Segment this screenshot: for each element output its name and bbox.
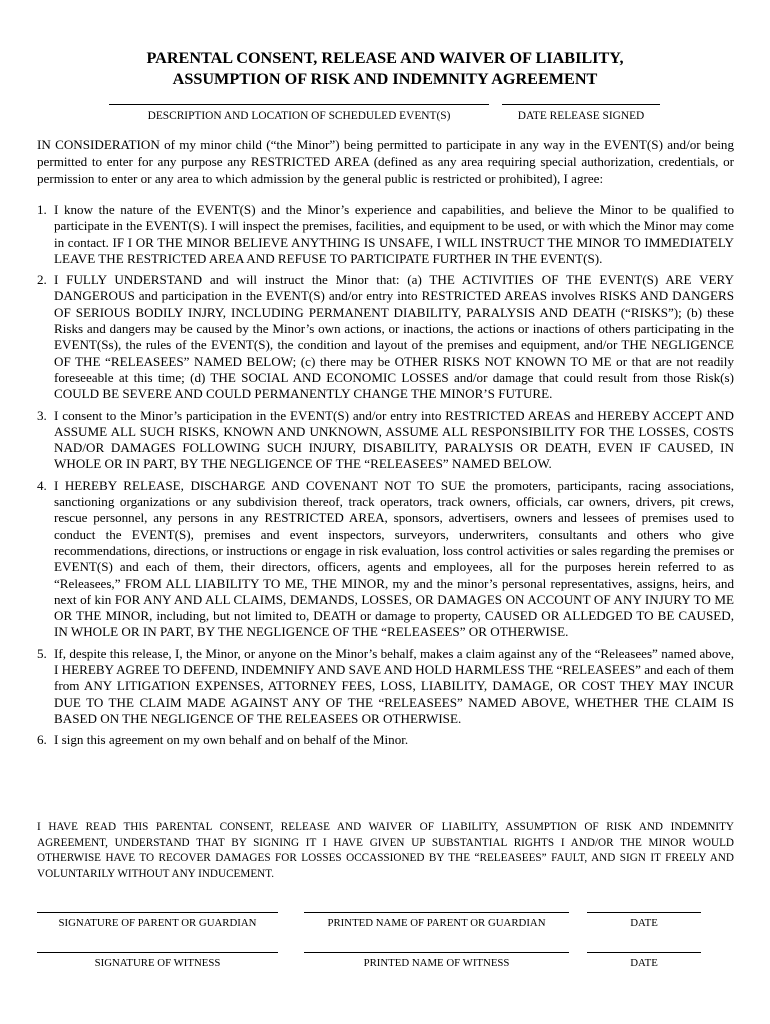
title-line-2: ASSUMPTION OF RISK AND INDEMNITY AGREEMENT <box>172 70 598 88</box>
witness-date-label: DATE <box>630 957 658 969</box>
parent-date-label: DATE <box>630 917 658 929</box>
clause-text: I HEREBY RELEASE, DISCHARGE AND COVENANT NOT TO SUE the promoters, participants, racing associations, sanctioning organizations or any subdivision thereof, track operators, track owners, officials, car owners, drivers, pit crews, rescue personnel, any persons in any RESTRICTED AREA, sponsors, advertisers, owners and lessees of premises used to conduct the EVENT(S), premises and event inspectors, surveyors, underwriters, consultants and others who give recommendations, directions, or instructions or engage in risk evaluation, loss control activities or sales regarding the premises or EVENT(S) and each of them, their directors, officers, agents and employees, all for the purposes herein referred to as “Releasees,” FROM ALL LIABILITY TO ME, THE MINOR, my and the minor’s personal representatives, assigns, heirs, and next of kin FOR ANY AND ALL CLAIMS, DEMANDS, LOSSES, OR DAMAGES ON ACCOUNT OF ANY INJURY TO ME OR THE MINOR, including, but not limited to, DEATH or damage to property, CAUSED OR ALLEDGED TO BE CAUSED, IN WHOLE OR IN PART, BY THE NEGLIGENCE OF THE “RELEASEES” OR OTHERWISE. <box>54 477 734 640</box>
date-release-signed-label: DATE RELEASE SIGNED <box>517 110 645 122</box>
witness-printed-name-label: PRINTED NAME OF WITNESS <box>363 957 510 969</box>
clause-number: 2. <box>37 272 47 288</box>
clause-6 <box>37 732 734 748</box>
witness-printed-name-field[interactable] <box>304 952 569 953</box>
parent-date-field[interactable] <box>587 912 701 913</box>
clause-number: 1. <box>37 202 47 217</box>
clause-text: I know the nature of the EVENT(S) and the Minor’s experience and capabilities, and believe the Minor to be qualified to participate in the EVENT(S). I will inspect the premises, facilities, and equipment to be used, or with which the Minor may come in contact. IF I OR THE MINOR BELIEVE ANYTHING IS UNSAFE, I WILL INSTRUCT THE MINOR TO IMMEDIATELY LEAVE THE RESTRICTED AREA AND REFUSE TO PARTICIPATE FURTHER IN THE EVENT(S). <box>54 202 734 266</box>
clause-2 <box>37 272 734 402</box>
parent-printed-name-label: PRINTED NAME OF PARENT OR GUARDIAN <box>327 917 546 929</box>
clause-1 <box>37 202 734 267</box>
parent-signature-label: SIGNATURE OF PARENT OR GUARDIAN <box>58 917 257 929</box>
clause-text: I FULLY UNDERSTAND and will instruct the Minor that: (a) THE ACTIVITIES OF THE EVENT(S) ARE VERY DANGEROUS and participation in the EVENT(S) and/or entry into RESTRICTED AREAS involves RISKS AND DANGERS OF SERIOUS BODILY INJRY, INCLUDING PERMANENT DIABILITY, PARALYSIS AND DEATH (“RISKS”); (b) these Risks and dangers may be caused by the Minor’s own actions, or inactions, the actions or inactions of others participating in the EVENT(Ss), the rules of the EVENT(S), the condition and layout of the premises and equipment, and/or THE NEGLIGENCE OF THE “RELEASEES” NAMED BELOW; (c) there may be OTHER RISKS NOT KNOWN TO ME or that are not readily foreseeable at this time; (d) THE SOCIAL AND ECONOMIC LOSSES and/or damage that could result from those Risk(s) COULD BE SEVERE AND COULD PERMANENTLY CHANGE THE MINOR’S FUTURE. <box>54 272 734 402</box>
clause-3 <box>37 408 734 473</box>
witness-signature-field[interactable] <box>37 952 278 953</box>
agreement-clauses <box>37 202 734 754</box>
clause-5 <box>37 646 734 727</box>
document-title <box>40 48 730 90</box>
clause-4 <box>37 478 734 641</box>
clause-text: I consent to the Minor’s participation in the EVENT(S) and/or entry into RESTRICTED AREAS and HEREBY ACCEPT AND ASSUME ALL SUCH RISKS, KNOWN AND UNKNOWN, ASSUME ALL RESPONSIBILITY FOR THE LOSSES, COSTS NAD/OR DAMAGES FOLLOWING SUCH INJURY, DISABILITY, PARALYSIS OR DEATH, EVEN IF CAUSED, IN WHOLE OR IN PART, BY THE NEGLIGENCE OF THE “RELEASEES” NAMED BELOW. <box>54 407 734 472</box>
event-description-label: DESCRIPTION AND LOCATION OF SCHEDULED EVENT(S) <box>147 110 451 122</box>
witness-date-field[interactable] <box>587 952 701 953</box>
parent-printed-name-field[interactable] <box>304 912 569 913</box>
date-release-signed-field[interactable] <box>502 104 660 105</box>
event-description-field[interactable] <box>109 104 489 105</box>
acknowledgement-paragraph: I HAVE READ THIS PARENTAL CONSENT, RELEASE AND WAIVER OF LIABILITY, ASSUMPTION OF RISK AND INDEMNITY AGREEMENT, UNDERSTAND THAT BY SIGNING IT I HAVE GIVEN UP SUBSTANTIAL RIGHTS I AND/OR THE MINOR WOULD OTHERWISE HAVE TO RECOVER DAMAGES FOR LOSSES OCCASSIONED BY THE “RELEASEES” FAULT, AND SIGN IT FREELY AND VOLUNTARILY WITHOUT ANY INDUCEMENT. <box>37 821 734 880</box>
clause-number: 3. <box>37 407 47 423</box>
clause-number: 4. <box>37 477 47 493</box>
clause-text: If, despite this release, I, the Minor, or anyone on the Minor’s behalf, makes a claim against any of the “Releasees” named above, I HEREBY AGREE TO DEFEND, INDEMNIFY AND SAVE AND HOLD HARMLESS THE “RELEASEES” and each of them from ANY LITIGATION EXPENSES, ATTORNEY FEES, LOSS, LIABILITY, DAMAGE, OR COST THEY MAY INCUR DUE TO THE CLAIM MADE AGAINST ANY OF THE “RELEASEES” NAMED ABOVE, WHETHER THE CLAIM IS BASED ON THE NEGLIGENCE OF THE RELEASEES OR OTHERWISE. <box>54 645 734 726</box>
title-line-1: PARENTAL CONSENT, RELEASE AND WAIVER OF LIABILITY, <box>146 49 624 67</box>
clause-number: 6. <box>37 732 47 748</box>
parent-signature-field[interactable] <box>37 912 278 913</box>
clause-text: I sign this agreement on my own behalf and on behalf of the Minor. <box>54 732 409 748</box>
clause-number: 5. <box>37 645 47 661</box>
witness-signature-label: SIGNATURE OF WITNESS <box>94 957 221 969</box>
consideration-paragraph: IN CONSIDERATION of my minor child (“the Minor”) being permitted to participate in any way in the EVENT(S) and/or being permitted to enter for any purpose any RESTRICTED AREA (defined as any area requiring special authorization, credentials, or permission to enter or any area to which admission by the general public is restricted or prohibited), I agree: <box>37 137 734 186</box>
